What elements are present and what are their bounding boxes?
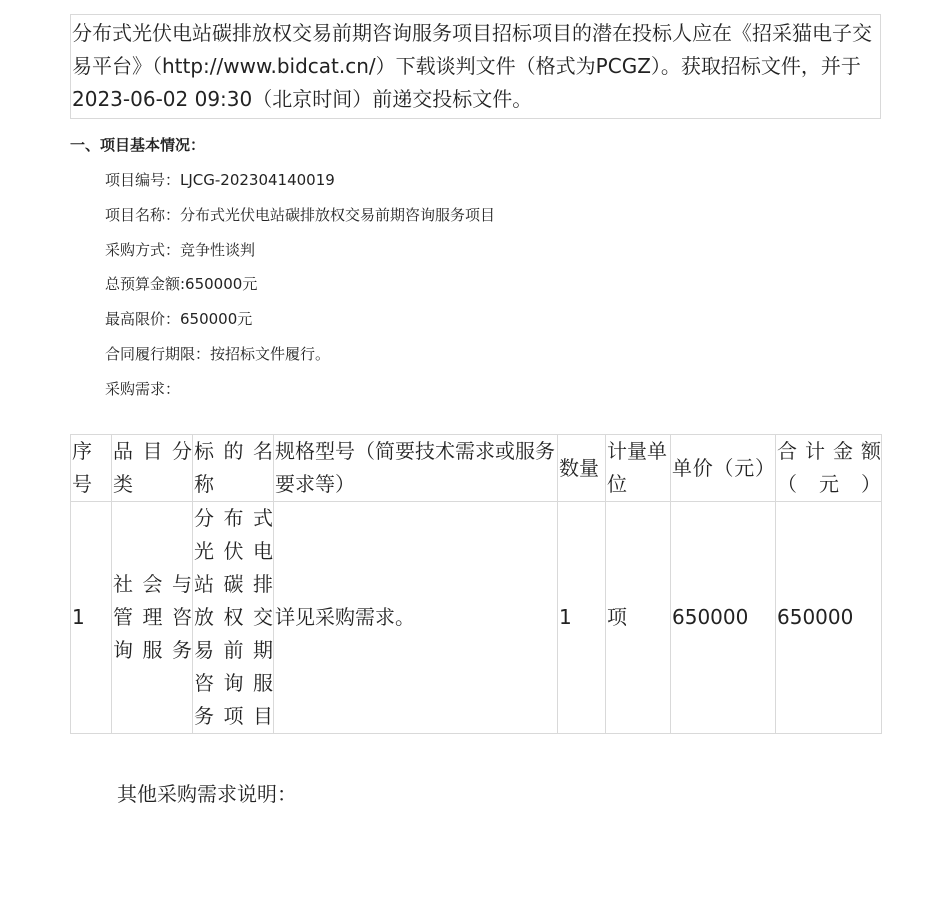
cell-total: 650000 <box>776 502 882 734</box>
cell-quantity: 1 <box>558 502 606 734</box>
cell-spec: 详见采购需求。 <box>274 502 558 734</box>
cell-unit: 项 <box>606 502 671 734</box>
notice-text: 分布式光伏电站碳排放权交易前期咨询服务项目招标项目的潜在投标人应在《招采猫电子交易平台》（http://www.bidcat.cn/）下载谈判文件（格式为PCGZ）。获取招标文件，并于2023-06-02 09:30（北京时间）前递交投标文件。 <box>72 21 872 111</box>
contract-period: 合同履行期限：按招标文件履行。 <box>105 345 331 363</box>
procurement-table <box>70 434 882 734</box>
table-row <box>71 502 882 734</box>
cell-category: 社会与管理咨询服务 <box>112 502 193 734</box>
requirements-label: 采购需求： <box>105 380 181 398</box>
header-category: 品目分类 <box>112 435 193 502</box>
cell-unit-price: 650000 <box>671 502 776 734</box>
cell-index: 1 <box>71 502 112 734</box>
total-budget: 总预算金额:650000元 <box>105 275 258 293</box>
header-subject: 标的名称 <box>193 435 274 502</box>
header-index: 序号 <box>71 435 112 502</box>
procurement-method: 采购方式：竞争性谈判 <box>105 241 256 259</box>
other-requirements-label: 其他采购需求说明： <box>117 782 297 806</box>
header-total: 合计金额（元） <box>776 435 882 502</box>
project-number: 项目编号：LJCG-202304140019 <box>105 171 335 189</box>
header-unit: 计量单位 <box>606 435 671 502</box>
section-heading-basic-info: 一、项目基本情况： <box>70 136 206 154</box>
header-unit-price: 单价（元） <box>671 435 776 502</box>
cell-subject: 分布式光伏电站碳排放权交易前期咨询服务项目 <box>193 502 274 734</box>
notice-paragraph <box>70 14 881 119</box>
header-spec: 规格型号（简要技术需求或服务要求等） <box>274 435 558 502</box>
table-header-row <box>71 435 882 502</box>
project-name: 项目名称：分布式光伏电站碳排放权交易前期咨询服务项目 <box>105 206 496 224</box>
max-price: 最高限价：650000元 <box>105 310 253 328</box>
header-quantity: 数量 <box>558 435 606 502</box>
